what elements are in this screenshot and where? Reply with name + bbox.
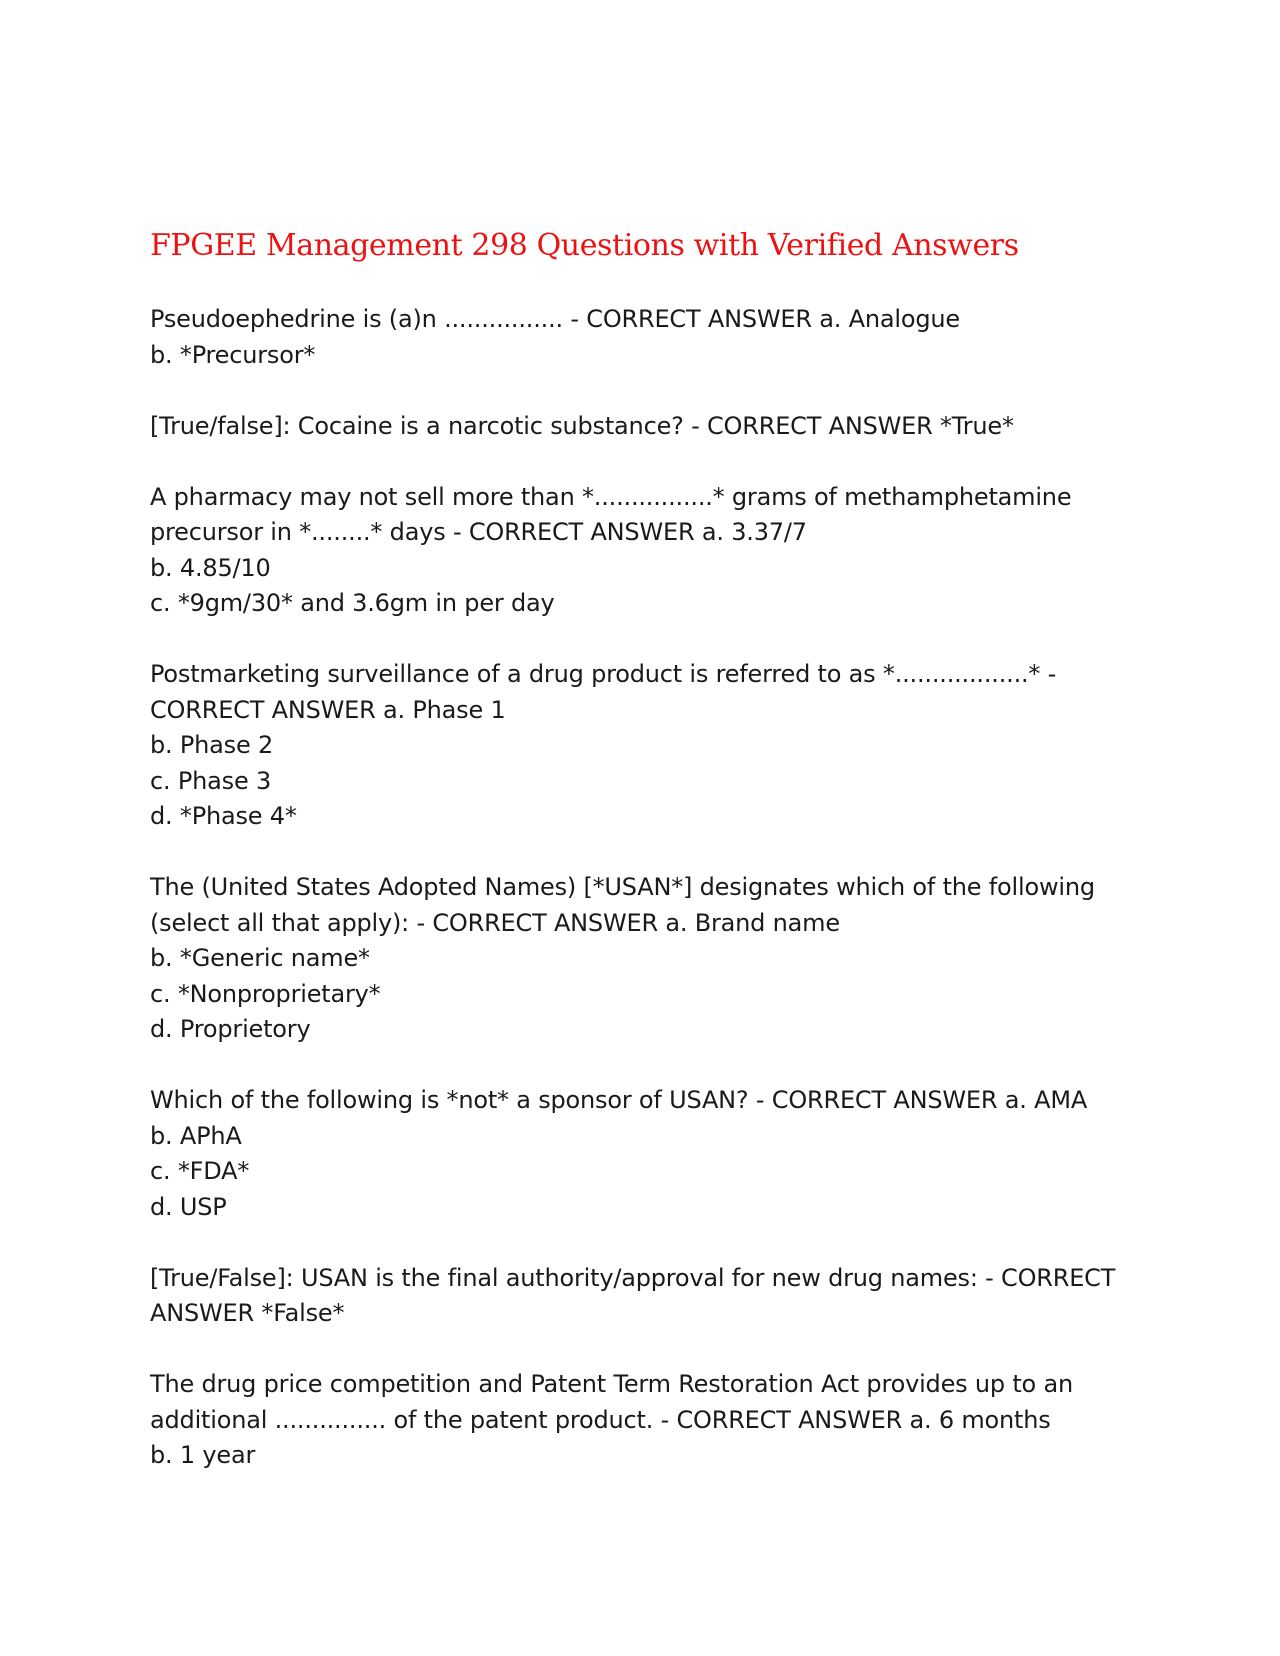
document-title: FPGEE Management 298 Questions with Verified Answers	[150, 228, 1019, 263]
qa-line: [True/False]: USAN is the final authority/approval for new drug names: - CORRECT	[150, 1263, 1116, 1292]
qa-line: c. Phase 3	[150, 766, 272, 795]
qa-item	[150, 657, 1140, 835]
qa-line: c. *Nonproprietary*	[150, 979, 381, 1008]
qa-line: The (United States Adopted Names) [*USAN*] designates which of the following	[150, 873, 1095, 901]
qa-line: CORRECT ANSWER a. Phase 1	[150, 695, 506, 724]
qa-line: ANSWER *False*	[150, 1299, 345, 1327]
qa-item	[150, 409, 1140, 445]
document-page	[150, 228, 1140, 1509]
qa-line: d. USP	[150, 1192, 227, 1221]
qa-line: c. *FDA*	[150, 1157, 250, 1185]
qa-item	[150, 870, 1140, 1048]
qa-item	[150, 1261, 1140, 1332]
qa-line: Postmarketing surveillance of a drug product is referred to as *..................* -	[150, 660, 1057, 688]
qa-line: b. *Generic name*	[150, 944, 370, 972]
qa-line: A pharmacy may not sell more than *................* grams of methamphetamine	[150, 482, 1072, 511]
qa-item	[150, 1367, 1140, 1474]
qa-line: precursor in *........* days - CORRECT ANSWER a. 3.37/7	[150, 518, 807, 546]
qa-item	[150, 302, 1140, 373]
qa-line: b. 4.85/10	[150, 553, 271, 582]
qa-line: Pseudoephedrine is (a)n ................ - CORRECT ANSWER a. Analogue	[150, 305, 960, 333]
qa-line: additional ............... of the patent product. - CORRECT ANSWER a. 6 months	[150, 1405, 1051, 1434]
qa-line: b. 1 year	[150, 1441, 256, 1469]
qa-line: [True/false]: Cocaine is a narcotic substance? - CORRECT ANSWER *True*	[150, 411, 1014, 440]
qa-line: d. Proprietory	[150, 1015, 311, 1043]
qa-line: Which of the following is *not* a sponsor of USAN? - CORRECT ANSWER a. AMA	[150, 1086, 1088, 1114]
qa-line: d. *Phase 4*	[150, 802, 297, 830]
qa-line: b. APhA	[150, 1121, 242, 1150]
qa-item	[150, 1083, 1140, 1225]
qa-line: (select all that apply): - CORRECT ANSWER a. Brand name	[150, 908, 840, 937]
qa-item	[150, 480, 1140, 622]
qa-line: b. *Precursor*	[150, 340, 316, 369]
qa-line: c. *9gm/30* and 3.6gm in per day	[150, 589, 555, 617]
qa-line: The drug price competition and Patent Term Restoration Act provides up to an	[150, 1370, 1073, 1398]
qa-line: b. Phase 2	[150, 731, 274, 759]
